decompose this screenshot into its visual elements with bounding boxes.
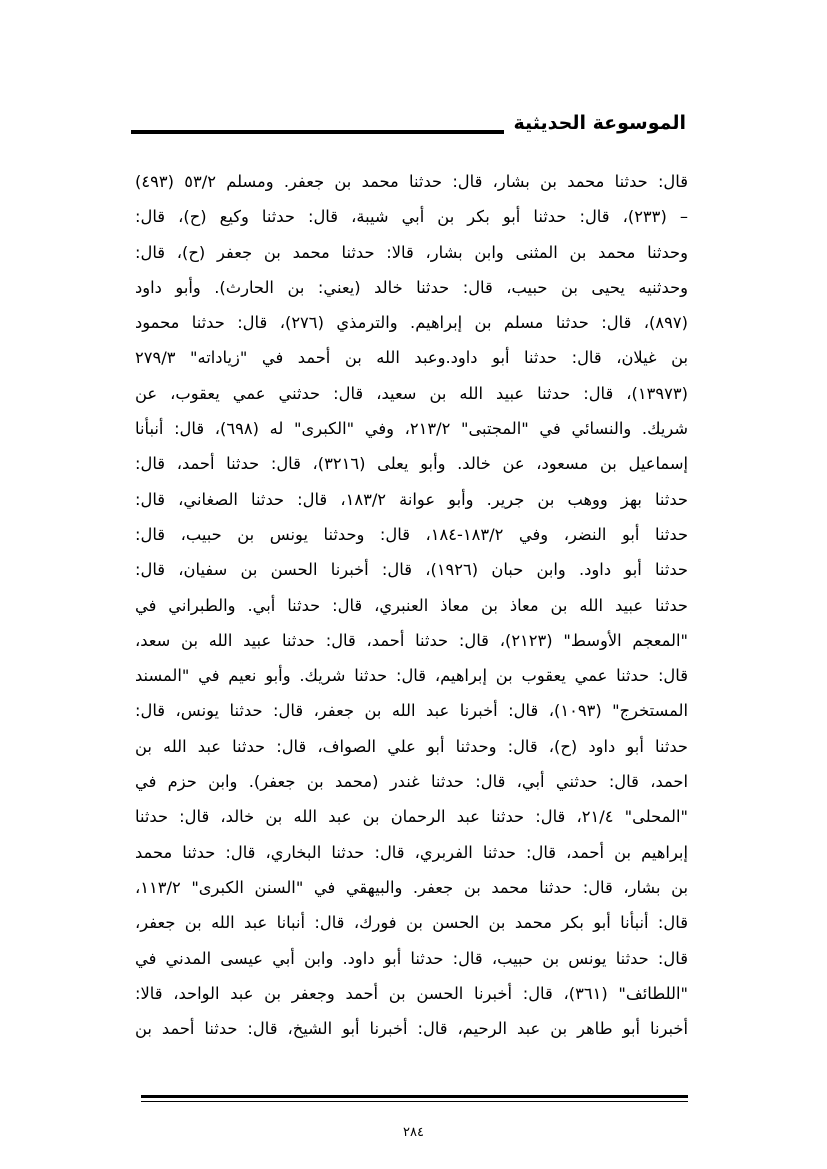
text-line: (١٣٩٧٣)، قال: حدثنا عبيد الله بن سعيد، قال: حدثني عمي يعقوب، عن [135, 383, 688, 403]
text-line: قال: حدثنا يونس بن حبيب، قال: حدثنا أبو داود. وابن أبي عيسى المدني في [135, 948, 688, 968]
text-line: حدثنا أبو داود (ح)، قال: وحدثنا أبو علي الصواف، قال: حدثنا عبد الله بن [135, 736, 688, 756]
text-line: بن بشار، قال: حدثنا محمد بن جعفر. والبيهقي في "السنن الكبرى" ١١٣/٢، [135, 877, 688, 897]
page-number: ٢٨٤ [403, 1125, 424, 1140]
text-line: احمد، قال: حدثني أبي، قال: حدثنا غندر (محمد بن جعفر). وابن حزم في [135, 772, 688, 792]
text-line: المستخرج" (١٠٩٣)، قال: أخبرنا عبد الله بن جعفر، قال: حدثنا يونس، قال: [135, 701, 688, 721]
text-line: إسماعيل بن مسعود، عن خالد. وأبو يعلى (٣٢١٦)، قال: حدثنا أحمد، قال: [135, 454, 688, 474]
text-line: (٨٩٧)، قال: حدثنا مسلم بن إبراهيم. والترمذي (٢٧٦)، قال: حدثنا محمود [135, 313, 688, 333]
text-line: شريك. والنسائي في "المجتبى" ٢١٣/٢، وفي "الكبرى" له (٦٩٨)، قال: أنبأنا [135, 419, 688, 439]
footer-rule-thick [141, 1095, 688, 1098]
text-line: حدثنا أبو داود. وابن حبان (١٩٢٦)، قال: أخبرنا الحسن بن سفيان، قال: [135, 560, 688, 580]
text-line: وحدثنيه يحيى بن حبيب، قال: حدثنا خالد (يعني: بن الحارث). وأبو داود [135, 277, 688, 297]
text-line: إبراهيم بن أحمد، قال: حدثنا الفربري، قال: حدثنا البخاري، قال: حدثنا محمد [135, 842, 688, 862]
text-line: أخبرنا أبو طاهر بن عبد الرحيم، قال: أخبرنا أبو الشيخ، قال: حدثنا أحمد بن [135, 1019, 688, 1039]
text-line: قال: أنبأنا أبو بكر محمد بن الحسن بن فورك، قال: أنبانا عبد الله بن جعفر، [135, 913, 688, 933]
text-line: قال: حدثنا محمد بن بشار، قال: حدثنا محمد بن جعفر. ومسلم ٥٣/٢ (٤٩٣) [135, 172, 688, 191]
text-line: بن غيلان، قال: حدثنا أبو داود.وعبد الله بن أحمد في "زياداته" ٢٧٩/٣ [135, 348, 688, 368]
text-line: "اللطائف" (٣٦١)، قال: أخبرنا الحسن بن أحمد وجعفر بن عبد الواحد، قالا: [135, 983, 688, 1003]
header-rule-end [131, 130, 171, 134]
footer-rule-thin [141, 1101, 688, 1102]
header-title: الموسوعة الحديثية [504, 112, 687, 134]
body-text [135, 164, 688, 1046]
text-line: قال: حدثنا عمي يعقوب بن إبراهيم، قال: حدثنا شريك. وأبو نعيم في "المسند [135, 666, 688, 686]
running-header [131, 108, 686, 148]
text-line: حدثنا بهز ووهب بن جرير. وأبو عوانة ١٨٣/٢، قال: حدثنا الصغاني، قال: [135, 489, 688, 509]
text-line: وحدثنا محمد بن المثنى وابن بشار، قالا: حدثنا محمد بن جعفر (ح)، قال: [135, 242, 688, 262]
text-line: "المحلى" ٢١/٤، قال: حدثنا عبد الرحمان بن عبد الله بن خالد، قال: حدثنا [135, 807, 688, 827]
text-line: "المعجم الأوسط" (٢١٢٣)، قال: حدثنا أحمد، قال: حدثنا عبيد الله بن سعد، [135, 630, 688, 650]
text-line: – (٢٣٣)، قال: حدثنا أبو بكر بن أبي شيبة، قال: حدثنا وكيع (ح)، قال: [135, 207, 688, 227]
text-line: حدثنا عبيد الله بن معاذ بن معاذ العنبري، قال: حدثنا أبي. والطبراني في [135, 595, 688, 615]
text-line: حدثنا أبو النضر، وفي ١٨٣/٢-١٨٤، قال: وحدثنا يونس بن حبيب، قال: [135, 524, 688, 544]
